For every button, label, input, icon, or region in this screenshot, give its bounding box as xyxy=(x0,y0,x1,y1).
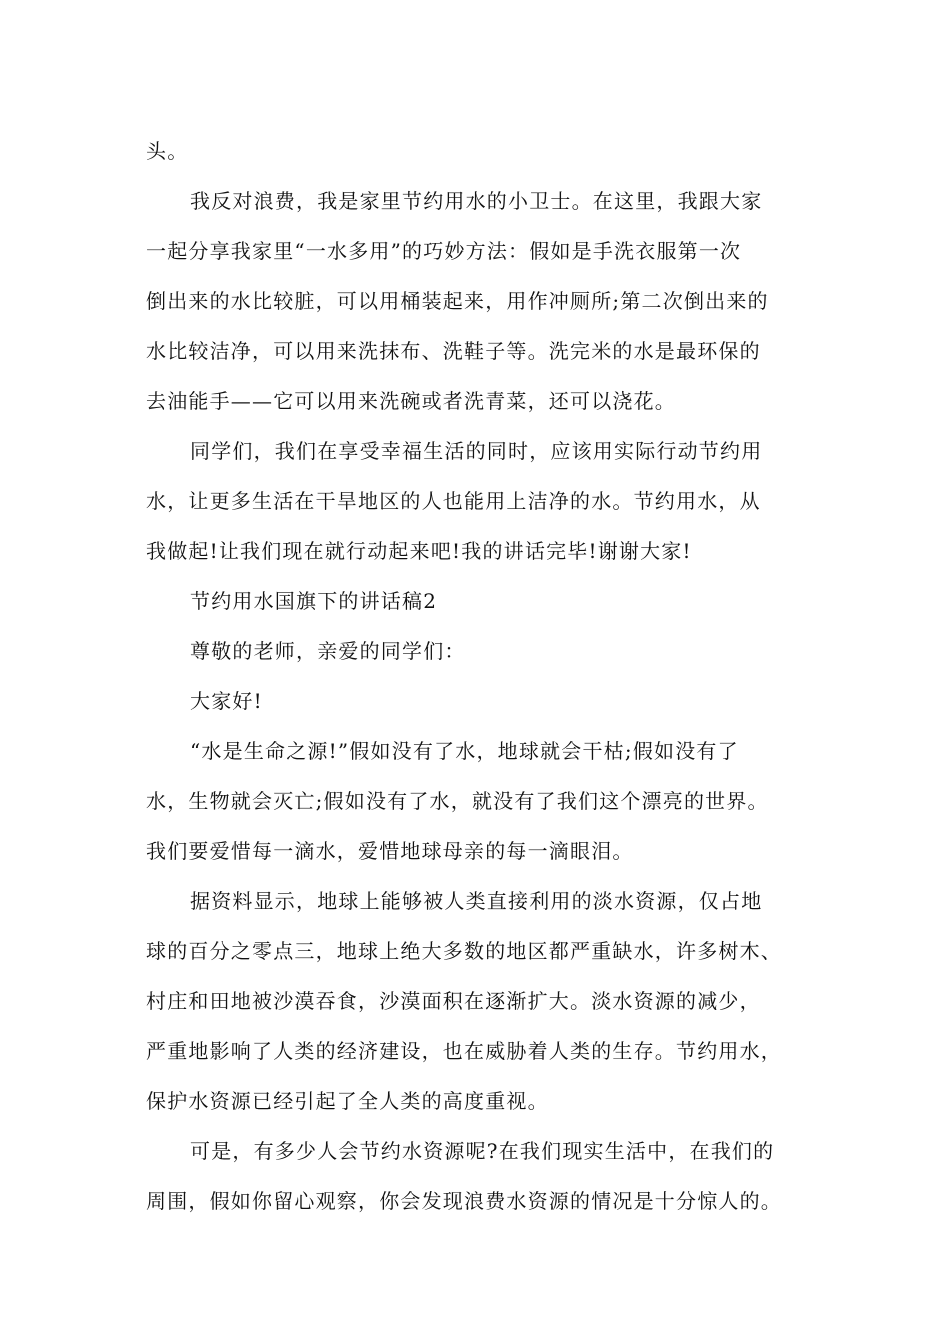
text-line: “水是生命之源!”假如没有了水，地球就会干枯;假如没有了 xyxy=(190,739,739,763)
text-line: 一起分享我家里“一水多用”的巧妙方法：假如是手洗衣服第一次 xyxy=(146,239,742,263)
text-line: 去油能手——它可以用来洗碗或者洗青菜，还可以浇花。 xyxy=(146,389,676,413)
text-line: 水，让更多生活在干旱地区的人也能用上洁净的水。节约用水，从 xyxy=(146,489,761,513)
text-line: 可是，有多少人会节约水资源呢?在我们现实生活中，在我们的 xyxy=(190,1139,775,1163)
text-line: 周围，假如你留心观察，你会发现浪费水资源的情况是十分惊人的。 xyxy=(146,1189,782,1213)
greeting: 大家好! xyxy=(190,689,263,713)
text-line: 倒出来的水比较脏，可以用桶装起来，用作冲厕所;第二次倒出来的 xyxy=(146,289,769,313)
section-heading: 节约用水国旗下的讲话稿2 xyxy=(190,589,438,613)
text-line: 水比较洁净，可以用来洗抹布、洗鞋子等。洗完米的水是最环保的 xyxy=(146,339,761,363)
text-line: 我反对浪费，我是家里节约用水的小卫士。在这里，我跟大家 xyxy=(190,189,763,213)
salutation: 尊敬的老师，亲爱的同学们： xyxy=(190,639,466,663)
text-line: 我们要爱惜每一滴水，爱惜地球母亲的每一滴眼泪。 xyxy=(146,839,634,863)
text-line: 据资料显示，地球上能够被人类直接利用的淡水资源，仅占地 xyxy=(190,889,763,913)
text-line: 水，生物就会灭亡;假如没有了水，就没有了我们这个漂亮的世界。 xyxy=(146,789,769,813)
text-line: 保护水资源已经引起了全人类的高度重视。 xyxy=(146,1089,549,1113)
text-line: 头。 xyxy=(146,139,189,163)
text-line: 同学们，我们在享受幸福生活的同时，应该用实际行动节约用 xyxy=(190,439,763,463)
text-line: 严重地影响了人类的经济建设，也在威胁着人类的生存。节约用水， xyxy=(146,1039,782,1063)
text-line: 我做起!让我们现在就行动起来吧!我的讲话完毕!谢谢大家! xyxy=(146,539,692,563)
text-line: 村庄和田地被沙漠吞食，沙漠面积在逐渐扩大。淡水资源的减少， xyxy=(146,989,761,1013)
text-line: 球的百分之零点三，地球上绝大多数的地区都严重缺水，许多树木、 xyxy=(146,939,782,963)
